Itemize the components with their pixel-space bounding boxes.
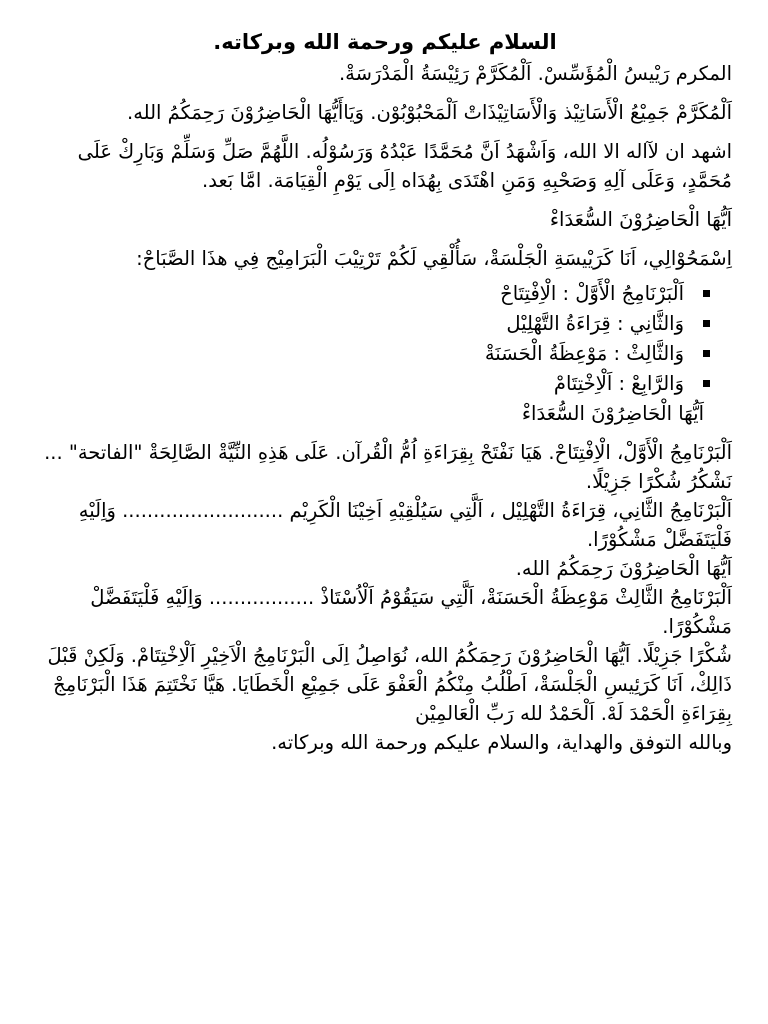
bullet-icon xyxy=(703,350,710,357)
greeting-paragraph: المكرم رَيْيسُ الْمُؤَسِّسْ. اَلْمُكَرَّمْ رَئِيْسَةُ الْمَدْرَسَةْ. xyxy=(338,62,732,85)
sermon-section: اَلْبَرْنَامِجُ الثَّالِثْ مَوْعِظَةُ الْحَسَنَةْ، اَلَّتِي سَيَقُوْمُ اَلْاُسْتَاذْ ................. وَاِلَيْهِ فَلْيَتَفَضَّلْ مَشْكُوْرًا. xyxy=(90,586,732,638)
list-item: وَالثَّالِثْ : مَوْعِظَةُ الْحَسَنَةْ xyxy=(38,339,710,369)
opening-section: اَلْبَرْنَامِجُ الْأَوَّلْ، الْاِفْتِتَاحْ. هَيَا نَفْتَحْ بِقِرَاءَةِ اُمُّ الْقُرآن. عَلَى هَذِهِ النِّيَّةْ الصَّالِحَةْ "الفاتحة" ... xyxy=(44,441,732,464)
closing-section: شُكْرًا جَزِيْلًا. اَيُّهَا الْحَاضِرُوْنَ رَحِمَكُمُ الله، نُوَاصِلُ اِلَى الْبَرْنَامِجُ الْاَخِيْرِ اَلْاِخْتِتَامْ. وَلَكِنْ قَبْلَ ذَالِكْ، اَنَا كَرَئِيسِ الْجَلْسَةْ، اَطْلُبُ مِنْكُمُ الْعَفْوَ عَلَى جَمِيْعِ الْخَطَايَا. هَيَّا نَخْتَتِمَ هَذَا الْبَرْنَامِجْ بِقِرَاءَةِ الْحَمْدَ لَهْ. اَلْحَمْدُ لله رَبِّ الْعَالمِيْن xyxy=(47,644,732,725)
audience-address-3: اَيُّهَا الْحَاضِرُوْنَ رَحِمَكُمُ الله. xyxy=(515,557,732,580)
opening-prayer-paragraph: اشهد ان لآاله الا الله، وَاَشْهَدُ اَنَّ مُحَمَّدًا عَبْدُهُ وَرَسُوْلُه. اللَّهُمَّ صَلِّ وَسَلِّمْ وَبَارِكْ عَلَى مُحَمَّدٍ، وَعَلَى آلِهِ وَصَحْبِهِ وَمَنِ اهْتَدَى بِهُدَاه اِلَى يَوْمِ الْقِيَامَة. امَّا بَعد. xyxy=(77,140,732,192)
agenda-intro-paragraph: اِسْمَحُوْالِي، اَنَا كَرَيْيسَةِ الْجَلْسَةْ، سَأُلْقِي لَكُمْ تَرْتِيْبَ الْبَرَامِيْج فِي هذَا الصَّبَاحْ: xyxy=(136,247,732,270)
audience-address-2: اَيُّهَا الْحَاضِرُوْنَ السُّعَدَاءْ xyxy=(521,402,704,425)
tahlil-section: اَلْبَرْنَامِجُ الثَّانِي، قِرَاءَةُ التَّهْلِيْل ، اَلَّتِي سَيُلْقِيْهِ اَخِيْنَا الْكَرِيْم .......................... وَاِلَيْهِ فَلْيَتَفَضَّلْ مَشْكُوْرًا. xyxy=(78,499,732,551)
bullet-icon xyxy=(703,290,710,297)
list-item: وَالرَّابِعْ : اَلْاِخْتِتَامْ xyxy=(38,369,710,399)
final-greeting: وبالله التوفق والهداية، والسلام عليكم ورحمة الله وبركاته. xyxy=(271,731,732,754)
thanks-line: نَشْكُرُ شُكْرًا جَزِيْلًا. xyxy=(585,470,732,493)
bullet-icon xyxy=(703,320,710,327)
bullet-icon xyxy=(703,380,710,387)
audience-address: اَيُّهَا الْحَاضِرُوْنَ السُّعَدَاءْ xyxy=(549,208,732,231)
page-title: السلام عليكم ورحمة الله وبركاته. xyxy=(213,30,557,54)
program-list xyxy=(38,279,732,399)
audience-paragraph: اَلْمُكَرَّمْ جَمِيْعُ الْأَسَاتِيْذ وَالْأَسَاتِيْذَاتْ اَلْمَحْبُوْبُوْن. وَيَاأَيُّهَا الْحَاضِرُوْنَ رَحِمَكُمُ الله. xyxy=(127,101,732,124)
list-item: وَالثَّانِي : قِرَاءَةُ التَّهْلِيْل xyxy=(38,309,710,339)
list-item: اَلْبَرْنَامِجُ الْأَوَّلْ : الْاِفْتِتَاحْ xyxy=(38,279,710,309)
